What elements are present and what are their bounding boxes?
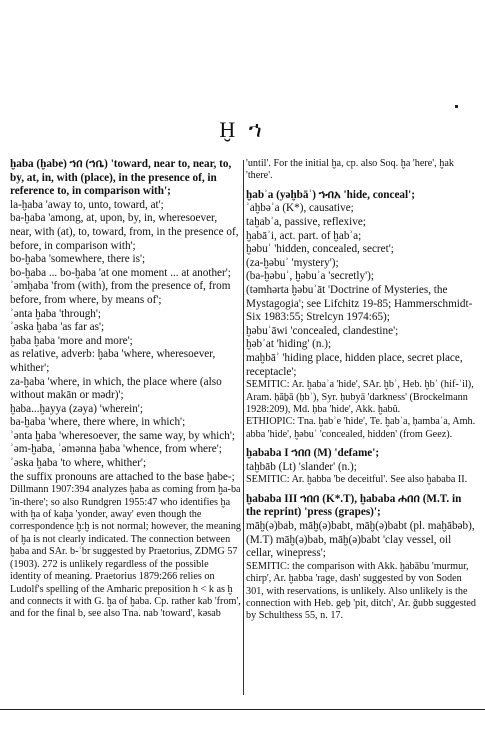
- entry-line: ba-ḫaba 'where, there where, in which';: [10, 416, 186, 429]
- entry-line: ʾəmḫaba 'from (with), from the presence of, from before, from where, by means of';: [10, 280, 231, 306]
- right-column: [246, 158, 478, 623]
- entry-line: ʾənta ḫaba 'wheresoever, the same way, by which';: [10, 429, 235, 442]
- entry-line: ḫəbuʾāwi 'concealed, clandestine';: [246, 324, 399, 337]
- entry-line: ETHIOPIC: Tna. ḫabʾe 'hide', Te. ḫabʾa, ḥambaʾa, Amh. abba 'hide', ḫəbuʾ 'concealed, hidden' (from Geez).: [246, 416, 476, 440]
- page-corner-mark: [455, 105, 458, 108]
- entry-line: ba-ḫaba 'among, at, upon, by, in, wheresoever, near, with (at), to, toward, from, in the presence of, before, in comparison with';: [10, 212, 239, 252]
- entry-line: bo-ḫaba ... bo-ḫaba 'at one moment ... at another';: [10, 266, 231, 279]
- entry-line: ʾəska ḫaba 'as far as';: [10, 321, 105, 334]
- entry-line: maḫbāʾ 'hiding place, hidden place, secret place, receptacle';: [246, 351, 463, 378]
- entry-line: ʾəska ḫaba 'to where, whither';: [10, 457, 147, 470]
- entry-line: as relative, adverb: ḫaba 'where, wheresoever, whither';: [10, 348, 216, 374]
- entry-line: (təmhərta ḫəbuʾāt 'Doctrine of Mysteries, the Mystagogia'; see Lifchitz 19-85; Hammerschmidt-Six 1983:55; Strelcyn 1974:65);: [246, 283, 473, 324]
- entry-line: Dillmann 1907:394 analyzes ḫaba as coming from ḫa-ba 'in-there'; so also Rundgren 1955:47 who identifies ḫa with ḫa of kaḫa 'yonder, away' even though the correspondence ḫ:ḫ is not normal; however, the meaning of ḫa is not clearly indicated. The connection between ḫaba and SAr. b-ʿbr suggested by Praetorius, ZDMG 57 (1903). 272 is unlikely regardless of the possible identity of meaning. Praetorius 1879:266 relies on Ludolf's spelling of the Amharic preposition h < k as ḫ and connects it with G. ḫa of ḫaba. Cp. rather kab 'from', and for the final b, see also Tna. nab 'toward', kəsab: [10, 484, 242, 620]
- entry-line: ḫaba...ḫayya (zəya) 'wherein';: [10, 402, 143, 415]
- entry-line: ḫəbʾat 'hiding' (n.);: [246, 338, 332, 351]
- entry-line: 'until'. For the initial ḫa, cp. also Soq. ḫa 'here', ḫak 'there'.: [246, 158, 454, 182]
- column-divider: [243, 160, 244, 695]
- entry-line: la-ḫaba 'away to, unto, toward, at';: [10, 198, 164, 211]
- section-header: Ḫ ኀ: [219, 117, 266, 142]
- entry-line: ʾaḫbəʾa (K*), causative;: [246, 202, 354, 215]
- left-column: [10, 158, 241, 621]
- entry-line: the suffix pronouns are attached to the base ḫabe-;: [10, 470, 235, 483]
- entry-line: ḫabāʾi, act. part. of ḫabʾa;: [246, 229, 362, 242]
- entry-line: ʾənta ḫaba 'through';: [10, 307, 102, 320]
- entry-headword-line: ḫabʾa (yəḫbāʾ) ኀብአ 'hide, conceal';: [246, 188, 415, 201]
- entry-line: ḫaba ḫaba 'more and more';: [10, 334, 133, 347]
- entry-headword-line: ḫababa I ኀበበ (M) 'defame';: [246, 447, 380, 460]
- entry-line: māḫ(ə)bab, māḫ(ə)babt, māḫ(ə)babt (pl. maḫābəb), (M.T) māḫ(ə)bab, māḫ(ə)babt 'clay vessel, oil cellar, winepress';: [246, 519, 475, 560]
- entry-line: SEMITIC: Ar. ḫabba 'be deceitful'. See also ḫababa II.: [246, 474, 468, 486]
- entry-line: taḫbāb (Lt) 'slander' (n.);: [246, 460, 357, 473]
- entry-line: bo-ḫaba 'somewhere, there is';: [10, 253, 146, 266]
- entry-line: ḫəbuʾ 'hidden, concealed, secret';: [246, 243, 394, 256]
- entry-line: (za-ḫəbuʾ 'mystery');: [246, 256, 339, 269]
- entry-line: (ba-ḫəbuʾ, ḫəbuʾa 'secretly');: [246, 270, 374, 283]
- entry-line: taḫabʾa, passive, reflexive;: [246, 216, 366, 228]
- entry-headword-line: ḫaba (ḫabe) ኀበ (ኀቤ) 'toward, near to, near, to, by, at, in, with (place), in the presence of, in reference to, in comparison with';: [10, 158, 232, 198]
- bottom-rule: [0, 709, 485, 710]
- entry-line: za-ḫaba 'where, in which, the place where (also without makān or mədr)';: [10, 375, 222, 402]
- entry-line: ʾəm-ḫaba, ʾəmənna ḫaba 'whence, from where';: [10, 443, 222, 456]
- entry-headword-line: ḫababa III ኀበበ (K*.T), ḫababa ሐበበ (M.T. in the reprint) 'press (grapes)';: [246, 492, 462, 519]
- entry-line: SEMITIC: Ar. ḫabaʾa 'hide', SAr. ḫbʾ, Heb. ḫbʾ (hif-ʿil), Aram. ḥăḇā (ḥbʾ), Syr. ḥubyā 'darkness' (Brockelmann 1928:209), Md. ḥba 'hide', Akk. ḫabû.: [246, 379, 474, 415]
- entry-line: SEMITIC: the comparison with Akk. ḫabābu 'murmur, chirp', Ar. ḫabba 'rage, dash' suggested by von Soden 301, with reservations, is unlikely. Also unlikely is the connection with Heb. geḇ 'pit, ditch', Ar. ǧubb suggested by Schulthess 55, n. 17.: [246, 560, 477, 622]
